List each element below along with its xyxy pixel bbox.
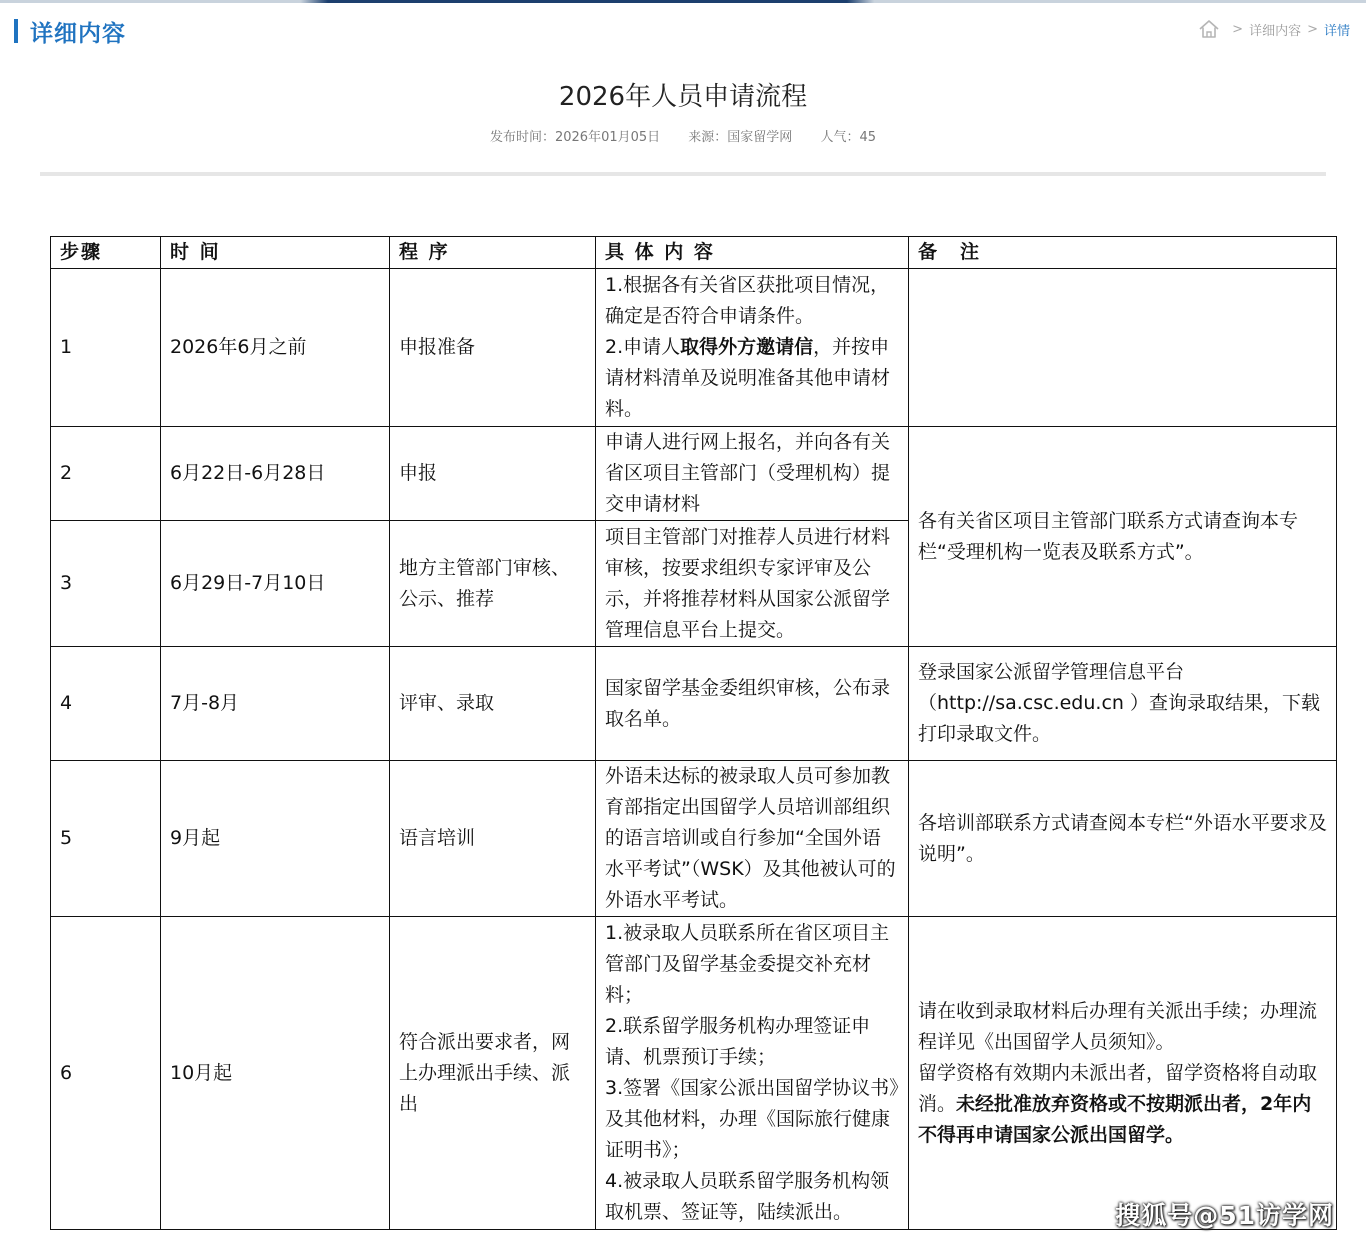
note-cell [909, 917, 1337, 1230]
article-title: 2026年人员申请流程 [558, 82, 808, 112]
content-cell [596, 269, 909, 427]
table-row [51, 269, 1337, 427]
header-time: 时 间 [161, 237, 390, 269]
step-cell: 2 [51, 427, 161, 521]
procedure-cell: 申报 [390, 427, 596, 521]
content-text: ，并按申请材料清单及说明准备其他申请材料。 [605, 336, 891, 420]
time-cell: 10月起 [161, 917, 390, 1230]
header-step: 步骤 [51, 237, 161, 269]
content-text: 2.申请人 [605, 336, 681, 358]
content-cell: 外语未达标的被录取人员可参加教育部指定出国留学人员培训部组织的语言培训或自行参加“全国外语水平考试”（WSK）及其他被认可的外语水平考试。 [596, 761, 909, 917]
procedure-cell: 评审、录取 [390, 647, 596, 761]
time-cell: 6月22日-6月28日 [161, 427, 390, 521]
breadcrumb [1198, 19, 1350, 39]
header-content: 具 体 内 容 [596, 237, 909, 269]
note-line [918, 1058, 1327, 1151]
step-cell: 3 [51, 521, 161, 647]
breadcrumb-current: 详情 [1323, 23, 1350, 39]
content-line: 4.被录取人员联系留学服务机构领取机票、签证等，陆续派出。 [605, 1170, 890, 1223]
content-line: 2.联系留学服务机构办理签证申请、机票预订手续； [605, 1015, 871, 1068]
title-divider [40, 172, 1326, 176]
section-heading [14, 16, 126, 46]
content-line: 1.被录取人员联系所在省区项目主管部门及留学基金委提交补充材料； [605, 922, 890, 1006]
table-row [51, 761, 1337, 917]
procedure-cell: 符合派出要求者，网上办理派出手续、派出 [390, 917, 596, 1230]
publish-time: 发布时间：2026年01月05日 [489, 130, 661, 145]
watermark: 搜狐号@51访学网 [1115, 1201, 1334, 1230]
article-source: 来源：国家留学网 [688, 130, 793, 145]
section-heading-text: 详细内容 [30, 20, 126, 47]
procedure-cell: 申报准备 [390, 269, 596, 427]
step-cell: 1 [51, 269, 161, 427]
article-popularity: 人气：45 [820, 130, 876, 145]
header-note: 备 注 [909, 237, 1337, 269]
note-cell: 各有关省区项目主管部门联系方式请查询本专栏“受理机构一览表及联系方式”。 [909, 427, 1337, 647]
content-line [605, 332, 899, 425]
step-cell: 5 [51, 761, 161, 917]
table-row [51, 427, 1337, 521]
breadcrumb-separator: > [1307, 21, 1318, 37]
note-cell: 各培训部联系方式请查阅本专栏“外语水平要求及说明”。 [909, 761, 1337, 917]
note-emphasis: 未经批准放弃资格或不按期派出者，2年内不得再申请国家公派出国留学。 [918, 1092, 1312, 1146]
breadcrumb-link-detail-content[interactable]: 详细内容 [1249, 23, 1302, 39]
table-header-row [51, 237, 1337, 269]
step-cell: 6 [51, 917, 161, 1230]
header-procedure: 程 序 [390, 237, 596, 269]
procedure-cell: 地方主管部门审核、公示、推荐 [390, 521, 596, 647]
note-cell: 登录国家公派留学管理信息平台（http://sa.csc.edu.cn ）查询录取结果，下载打印录取文件。 [909, 647, 1337, 761]
time-cell: 9月起 [161, 761, 390, 917]
breadcrumb-separator: > [1232, 21, 1244, 37]
procedure-cell: 语言培训 [390, 761, 596, 917]
time-cell: 2026年6月之前 [161, 269, 390, 427]
section-heading-bar [14, 19, 18, 43]
article-meta [0, 126, 1366, 145]
time-cell: 7月-8月 [161, 647, 390, 761]
home-icon[interactable] [1198, 19, 1226, 39]
note-line: 请在收到录取材料后办理有关派出手续；办理流程详见《出国留学人员须知》。 [918, 999, 1318, 1053]
application-process-table [50, 236, 1337, 1230]
table-row [51, 917, 1337, 1230]
content-line: 3.签署《国家公派出国留学协议书》及其他材料，办理《国际旅行健康证明书》； [605, 1077, 899, 1161]
note-text: 留学资格有效期内未派出者，留学资格将自动取消。 [918, 1061, 1318, 1115]
content-cell [596, 917, 909, 1230]
content-emphasis: 取得外方邀请信 [680, 336, 814, 358]
note-cell [909, 269, 1337, 427]
time-cell: 6月29日-7月10日 [161, 521, 390, 647]
step-cell: 4 [51, 647, 161, 761]
content-cell: 项目主管部门对推荐人员进行材料审核，按要求组织专家评审及公示，并将推荐材料从国家公派留学管理信息平台上提交。 [596, 521, 909, 647]
content-cell: 国家留学基金委组织审核，公布录取名单。 [596, 647, 909, 761]
top-accent-bar [0, 0, 1366, 3]
table-row [51, 647, 1337, 761]
content-cell: 申请人进行网上报名，并向各有关省区项目主管部门（受理机构）提交申请材料 [596, 427, 909, 521]
content-line: 1.根据各有关省区获批项目情况，确定是否符合申请条件。 [605, 274, 890, 327]
